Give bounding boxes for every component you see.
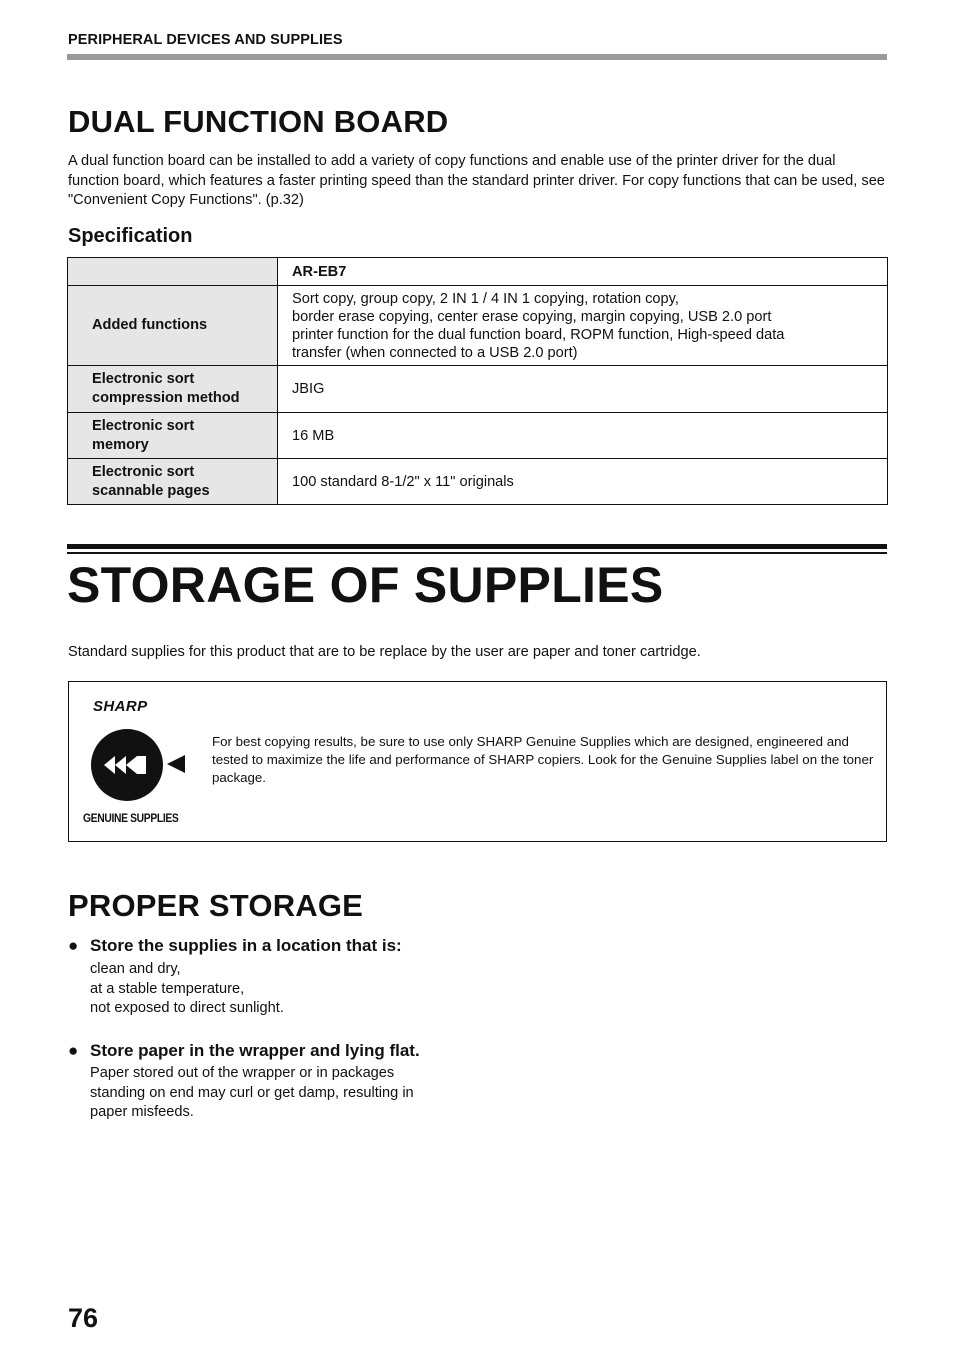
bullet-heading: Store paper in the wrapper and lying flat. — [90, 1041, 420, 1060]
value-line: border erase copying, center erase copying, margin copying, USB 2.0 port — [292, 308, 772, 325]
bullet-line: standing on end may curl or get damp, resulting in — [90, 1084, 414, 1101]
chapter-title-storage: STORAGE OF SUPPLIES — [67, 557, 664, 613]
chapter-rule-thick — [67, 544, 887, 549]
row-value — [278, 286, 888, 366]
bullet-body — [90, 1064, 414, 1123]
bullet-icon: ● — [68, 936, 79, 955]
table-row — [68, 258, 888, 286]
section-title-proper-storage: PROPER STORAGE — [68, 888, 364, 923]
model-header: AR-EB7 — [278, 258, 888, 286]
table-corner-cell — [68, 258, 278, 286]
bullet-line: at a stable temperature, — [90, 980, 245, 997]
table-row — [68, 413, 888, 459]
genuine-supplies-badge-icon — [90, 728, 164, 802]
genuine-supplies-label: GENUINE SUPPLIES — [83, 811, 179, 825]
label-line: Electronic sort — [92, 417, 195, 434]
bullet-line: clean and dry, — [90, 961, 181, 977]
sharp-logo: SHARP — [93, 698, 148, 715]
row-label — [68, 459, 278, 505]
bullet-heading: Store the supplies in a location that is: — [90, 936, 402, 955]
value-line: transfer (when connected to a USB 2.0 port) — [292, 344, 578, 361]
table-row — [68, 286, 888, 366]
row-value: 16 MB — [278, 413, 888, 459]
bullet-line: Paper stored out of the wrapper or in packages — [90, 1065, 395, 1081]
label-line: Electronic sort — [92, 463, 195, 480]
table-row — [68, 366, 888, 413]
chapter-rule-thin — [67, 552, 887, 554]
genuine-supplies-box — [68, 681, 887, 842]
row-label — [68, 413, 278, 459]
storage-intro: Standard supplies for this product that are to be replace by the user are paper and toner cartridge. — [68, 644, 701, 660]
label-line: scannable pages — [92, 482, 210, 499]
bullet-icon: ● — [68, 1041, 79, 1060]
value-line: printer function for the dual function board, ROPM function, High-speed data — [292, 326, 785, 343]
row-value: JBIG — [278, 366, 888, 413]
dual-function-intro: A dual function board can be installed to add a variety of copy functions and enable use of the printer driver for the dual function board, which features a faster printing speed than the standard printer driver. For copy functions that can be used, see "Convenient Copy Functions". (p.32) — [68, 153, 885, 209]
label-line: Electronic sort — [92, 371, 195, 387]
label-line: memory — [92, 436, 149, 453]
bullet-body — [90, 960, 284, 1019]
bullet-line: not exposed to direct sunlight. — [90, 1000, 284, 1016]
bullet-line: paper misfeeds. — [90, 1104, 194, 1120]
spec-heading: Specification — [68, 225, 193, 247]
row-label: Added functions — [68, 286, 278, 366]
pointer-triangle-icon — [167, 754, 187, 774]
row-label — [68, 366, 278, 413]
section-title-dual-function-board: DUAL FUNCTION BOARD — [68, 104, 449, 139]
header-rule — [67, 54, 887, 60]
genuine-supplies-text: For best copying results, be sure to use only SHARP Genuine Supplies which are designed, engineered and tested to maximize the life and performance of SHARP copiers. Look for the Genuine Supplies label on the toner package. — [212, 734, 874, 785]
spec-table — [67, 257, 888, 505]
label-line: compression method — [92, 390, 240, 406]
running-header: PERIPHERAL DEVICES AND SUPPLIES — [68, 32, 343, 48]
page-number: 76 — [68, 1303, 99, 1333]
row-value: 100 standard 8-1/2" x 11" originals — [278, 459, 888, 505]
table-row — [68, 459, 888, 505]
value-line: Sort copy, group copy, 2 IN 1 / 4 IN 1 copying, rotation copy, — [292, 290, 679, 307]
